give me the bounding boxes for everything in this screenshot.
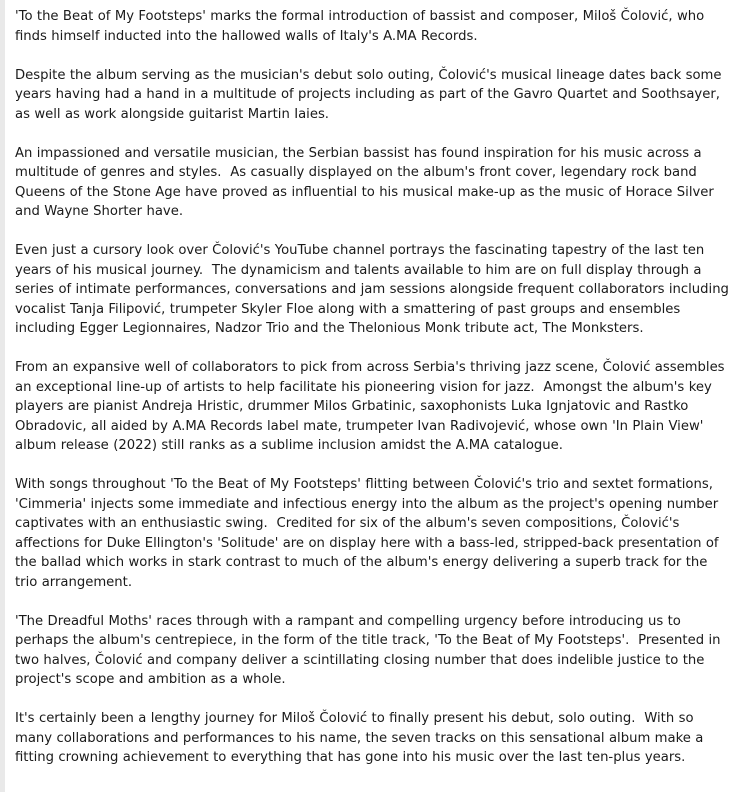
article-paragraph: An impassioned and versatile musician, the Serbian bassist has found inspiration for his music across a multitude of genres and styles. As casually displayed on the album's front cover, legendary rock band Queens of the Stone Age have proved as influential to his musical make-up as the music of Horace Silver and Wayne Shorter have. — [15, 145, 719, 219]
article-paragraph: It's certainly been a lengthy journey for Miloš Čolović to finally present his debut, solo outing. With so many collaborations and performances to his name, the seven tracks on this sensational album make a fitting crowning achievement to everything that has gone into his music over the last ten-plus years. — [15, 711, 708, 765]
article-paragraph: Even just a cursory look over Čolović's YouTube channel portrays the fascinating tapestry of the last ten years of his musical journey. The dynamicism and talents available to him are on full display through a series of intimate performances, conversations and jam sessions alongside frequent collaborators including vocalist Tanja Filipović, trumpeter Skyler Floe along with a smattering of past groups and ensembles including Egger Legionnaires, Nadzor Trio and the Thelonious Monk tribute act, The Monksters. — [15, 243, 734, 336]
article-paragraph: 'To the Beat of My Footsteps' marks the formal introduction of bassist and composer, Miloš Čolović, who finds himself inducted into the hallowed walls of Italy's A.MA Records. — [15, 9, 709, 44]
left-margin-rule — [0, 0, 5, 792]
article-body — [15, 7, 734, 787]
article-paragraph: Despite the album serving as the musician's debut solo outing, Čolović's musical lineage dates back some years having had a hand in a multitude of projects including as part of the Gavro Quartet and Soothsayer, as well as work alongside guitarist Martin Iaies. — [15, 67, 726, 122]
article-paragraph: 'The Dreadful Moths' races through with a rampant and compelling urgency before introducing us to perhaps the album's centrepiece, in the form of the title track, 'To the Beat of My Footsteps'. Presented in two halves, Čolović and company deliver a scintillating closing number that does indelible justice to the project's scope and ambition as a whole. — [15, 613, 725, 687]
article-paragraph: From an expansive well of collaborators to pick from across Serbia's thriving jazz scene, Čolović assembles an exceptional line-up of artists to help facilitate his pioneering vision for jazz. Amongst the album's key players are pianist Andreja Hristic, drummer Milos Grbatinic, saxophonists Luka Ignjatovic and Rastko Obradovic, all aided by A.MA Records label mate, trumpeter Ivan Radivojević, whose own 'In Plain View' album release (2022) still ranks as a sublime inclusion amidst the A.MA catalogue. — [15, 360, 729, 453]
article-paragraph: With songs throughout 'To the Beat of My Footsteps' flitting between Čolović's trio and sextet formations, 'Cimmeria' injects some immediate and infectious energy into the album as the project's opening number captivates with an enthusiastic swing. Credited for six of the album's seven compositions, Čolović's affections for Duke Ellington's 'Solitude' are on display here with a bass-led, stripped-back presentation of the ballad which works in stark contrast to much of the album's energy delivering a superb track for the trio arrangement. — [15, 477, 723, 590]
